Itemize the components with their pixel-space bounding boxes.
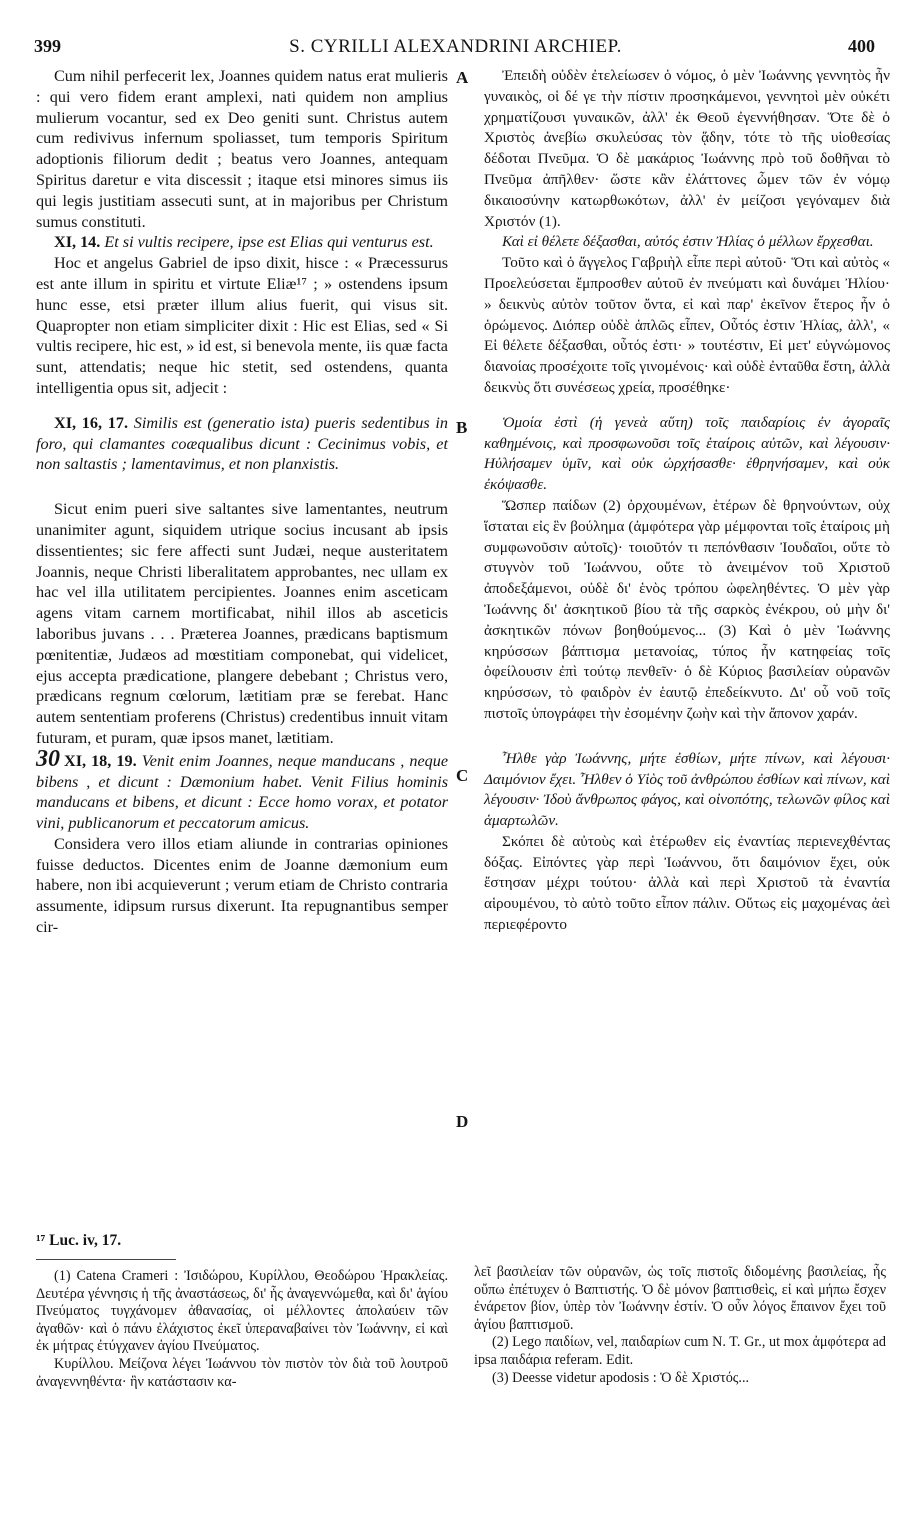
latin-verse-heading-1 — [36, 232, 448, 253]
greek-paragraph-2: Τοῦτο καὶ ὁ ἄγγελος Γαβριὴλ εἶπε περὶ αὐτοῦ· Ὅτι καὶ αὐτὸς « Προελεύσεται ἔμπροσθεν αὐτοῦ ἐν πνεύματι καὶ δυνάμει Ἠλίου· » δεικνὺς αὐτὸν τοῦτον ὄντα, εἰ καὶ παρ' ἐκεῖνον ἕτερος ἦν ὁ ὁρώμενος. Διόπερ οὐδὲ ἁπλῶς εἶπεν, Οὗτός ἐστιν Ἠλίας, ἀλλ', « Εἰ θέλετε δέξασθαι, οὗτός ἐστι· » τουτέστιν, Εἰ μετ' εὐγνώμονος διανοίας προσέχοιτε τοῖς γινομένοις· καὶ οὐδὲ ἐνταῦθα ἔστη, ἀλλὰ δεικνὺς ὅτι συνέσεως χρεία, προσέθηκε· — [484, 254, 890, 396]
verse-reference: XI, 18, 19. — [64, 751, 137, 770]
latin-column — [36, 66, 448, 938]
margin-letter-c: C — [456, 766, 469, 785]
verse-reference: XI, 16, 17. — [54, 413, 129, 432]
greek-column — [484, 66, 890, 936]
latin-paragraph-4: Considera vero illos etiam aliunde in contrarias opiniones fuisse deductos. Dicentes enim de Joanne dæmonium eum habere, non ibi acquieverunt ; verum etiam de Christo contraria assumente, idipsum rursus dixerunt. Ita repugnantibus semper cir- — [36, 834, 448, 937]
note-1-continuation: λεῖ βασιλείαν τῶν οὐρανῶν, ὡς τοῖς πιστοῖς διδομένης βασιλείας, ἧς οὔπω ἐπέτυχεν ὁ Βαπτιστής. Ὁ δὲ μόνον βαπτισθεὶς, εἰ καὶ μήπω ἔσχεν ἐνάρετον βίον, ὑπὲρ τὸν Ἰωάννην ἐστίν. Ὁ οὖν λόγος ἔπαινον ἔχει τοῦ ἁγίου βαπτισμοῦ. — [474, 1264, 886, 1333]
footnote-divider — [36, 1259, 176, 1260]
scripture-footnote: ¹⁷ Luc. iv, 17. — [36, 1232, 122, 1249]
greek-paragraph-3: Ὥσπερ παίδων (2) ὀρχουμένων, ἑτέρων δὲ θρηνούντων, οὐχ ἵσταται εἰς ἓν βούλημα (ἀμφότερα γὰρ μέμφονται τοῖς ἑταίροις μὴ συμφωνοῦσιν αὐτοῖς)· τοιοῦτόν τι πεπόνθασιν Ἰουδαῖοι, οὔτε τὸ στυγνὸν τοῦ Ἰωάννου, οὔτε τὸ ἀνειμένον τοῦ Χριστοῦ ἀποδεξάμενοι, οὐδὲ δι' ἑνὸς τρόπου ὠφεληθέντες. Ὁ μὲν γὰρ Ἰωάννης δι' ἀσκητικοῦ βίου τὰ τῆς σαρκὸς ἐνέκρου, οὐ μὴν δι' ἀσκητικῶν πόνων βοηθούμενος... (3) Καὶ ὁ μὲν Ἰωάννης κηρύσσων βάπτισμα μετανοίας, τύπος ἦν κατηφείας τοῖς ὀφείλουσιν ἐπὶ τούτῳ πενθεῖν· ὁ δὲ Κύριος βασιλείαν οὐρανῶν κηρύσσων, τὸ φαιδρὸν ἐν ἑαυτῷ ἐπεδείκνυτο. Δι' οὗ νοῦ τοῖς πιστοῖς ὑπογράφει τὴν ἐσομένην ζωὴν καὶ τὴν ἄπονον χαράν. — [484, 496, 890, 722]
verse-reference: XI, 14. — [54, 233, 101, 252]
note-3: (3) Deesse videtur apodosis : Ὁ δὲ Χριστός... — [492, 1369, 750, 1386]
note-2: (2) Lego παιδίων, vel, παιδαρίων cum N. T. Gr., ut mox ἀμφότερα ad ipsa παιδάρια referam. Edit. — [474, 1334, 886, 1368]
notes-right-column — [474, 1264, 886, 1387]
running-title: S. CYRILLI ALEXANDRINI ARCHIEP. — [289, 36, 622, 57]
greek-paragraph-1: Ἐπειδὴ οὐδὲν ἐτελείωσεν ὁ νόμος, ὁ μὲν Ἰωάννης γεννητὸς ἦν γυναικὸς, οἱ δέ γε τὴν πίστιν προσηκάμενοι, γεννητοὶ μὲν οὐκέτι χρηματίζουσι γυναικῶν, ἀλλ' ἐκ Θεοῦ ἐγεννήθησαν. Ὅτε δὲ ὁ Χριστὸς ἀνεβίω σκυλεύσας τὸν ᾅδην, τότε τὸ τῆς υἱοθεσίας δέδοται Πνεῦμα. Ὁ δὲ μακάριος Ἰωάννης πρὸ τοῦ δοθῆναι τὸ Πνεῦμα ἀπῆλθεν· ὥστε κἂν ἐλάττονες ὦμεν τῶν ἐν νόμῳ δικαιοσύνην κατωρθωκότων, ἀλλ' ἐν μείζοσι γεγόναμεν διὰ Χριστόν (1). — [484, 67, 890, 230]
margin-letter-a: A — [456, 68, 469, 87]
section-number: 30 — [36, 745, 60, 772]
verse-text: Similis est (generatio ista) pueris sedentibus in foro, qui clamantes coæqualibus dicunt : Cecinimus vobis, et non saltastis ; lamentavimus, et non planxistis. — [36, 413, 448, 474]
running-header — [0, 36, 911, 62]
latin-paragraph-2: Hoc et angelus Gabriel de ipso dixit, hisce : « Præcessurus est ante illum in spiritu et virtute Eliæ¹⁷ ; » ostendens ipsum hunc esse, etsi præter illum alius fuerit, qui visus sit. Quapropter non etiam simpliciter dixit : Hic est Elias, sed « Si vultis recipere, hic est, » id est, si benevola mente, iis quæ facta sunt, attendatis; neque hic stetit, sed ostendens, quanta intelligentia opus sit, adjecit : — [36, 254, 448, 397]
page-number-right: 400 — [848, 36, 875, 56]
latin-paragraph-3: Sicut enim pueri sive saltantes sive lamentantes, neutrum unanimiter agunt, siquidem utrique socius incusant ab ipsis dissentientes; sic fere affecti sunt Judæi, neque austeritatem Joannis, neque Christi liberalitatem approbantes, nec ullam ex hac vel illa utilitatem percipientes. Joannes enim asceticam agens vitam carnem mortificabat, nihil illos ab asceticis laboribus juvans . . . Præterea Joannes, prædicans baptismum pœnitentiæ, Judæos ad mœstitiam componebat, qui videlicet, ejus accepta prædicatione, plangere debebant ; Christus vero, prædicans regnum cœlorum, lætitiam præ se ferebat. Hanc autem sententiam proferens (Christus) credentibus innuit vitam futuram, et puram, quæ ipsos manet, lætitiam. — [36, 500, 448, 747]
margin-letter-b: B — [456, 418, 468, 437]
notes-left-column — [36, 1268, 448, 1391]
greek-verse-heading-3: Ἦλθε γὰρ Ἰωάννης, μήτε ἐσθίων, μήτε πίνων, καὶ λέγουσι· Δαιμόνιον ἔχει. Ἦλθεν ὁ Υἱὸς τοῦ ἀνθρώπου ἐσθίων καὶ πίνων, καὶ λέγουσιν· Ἰδοὺ ἄνθρωπος φάγος, καὶ οἰνοπότης, τελωνῶν φίλος καὶ ἁμαρτωλῶν. — [484, 749, 890, 830]
verse-text: Et si vultis recipere, ipse est Elias qui venturus est. — [104, 233, 434, 252]
greek-verse-heading-2: Ὁμοία ἐστὶ (ἡ γενεὰ αὕτη) τοῖς παιδαρίοις ἐν ἀγοραῖς καθημένοις, καὶ προσφωνοῦσι τοῖς ἑταίροις αὐτῶν, καὶ λέγουσιν· Ηὐλήσαμεν ὑμῖν, καὶ οὐκ ὠρχήσασθε· ἐθρηνήσαμεν, καὶ οὐκ ἐκόψασθε. — [484, 413, 890, 494]
margin-letter-d: D — [456, 1112, 469, 1131]
latin-verse-heading-2 — [36, 413, 448, 475]
verse-text: Venit enim Joannes, neque manducans , neque bibens , et dicunt : Dæmonium habet. Venit Filius hominis manducans et bibens, et dicunt : Ecce homo vorax, et potator vini, publicanorum et peccatorum amicus. — [36, 751, 449, 833]
note-1: (1) Catena Crameri : Ἰσιδώρου, Κυρίλλου, Θεοδώρου Ἡρακλείας. Δευτέρα γέννησις ἡ τῆς ἀναστάσεως, δι' ἧς ἀναγεννώμεθα, καὶ δι' ἁγίου Πνεύματος τυγχάνομεν ἀθανασίας, οἱ μέλλοντες ἀπολαύειν τῶν ἀγαθῶν· καὶ ὁ πάνυ ἐλάχιστος ἐκεῖ ὑπεραναβαίνει τὸν Ἰωάννην, εἰ καὶ ἐκ μήτρας ἐτύγχανεν ἁγίου Πνεύματος. — [36, 1268, 448, 1355]
latin-verse-heading-3 — [36, 745, 449, 834]
greek-verse-heading-1: Καὶ εἰ θέλετε δέξασθαι, αὐτός ἐστιν Ἠλίας ὁ μέλλων ἔρχεσθαι. — [502, 233, 874, 251]
greek-paragraph-4: Σκόπει δὲ αὐτοὺς καὶ ἑτέρωθεν εἰς ἐναντίας περιενεχθέντας δόξας. Εἰπόντες γὰρ περὶ Ἰωάννου, ὅτι δαιμόνιον ἔχει, οὐκ ἔστησαν μέχρι τούτου· ἀλλὰ καὶ περὶ Χριστοῦ τὰ ἐναντία αἱρουμένου, τὸ αὐτὸ τοῦτο εἶπον πάλιν. Οὕτως εἰς μαχομένας ἀεὶ περιεφέροντο — [484, 832, 890, 934]
latin-paragraph-1: Cum nihil perfecerit lex, Joannes quidem natus erat mulieris : qui vero fidem erant amplexi, nati quidem non amplius mulierum vocantur, sed ex Deo geniti sunt. Christus autem cum redivivus infernum spoliasset, tum temporis Spiritum adoptionis filiorum dedit ; beatus vero Joannes, antequam Spiritus daretur e vita discessit ; itaque etsi minores simus iis qui legis justitiam assecuti sunt, at in majoribus per Christum sumus constituti. — [36, 67, 448, 231]
page-number-left: 399 — [34, 36, 61, 56]
note-1-continued: Κυρίλλου. Μείζονα λέγει Ἰωάννου τὸν πιστὸν τὸν διὰ τοῦ λουτροῦ ἀναγεννηθέντα· ἣν κατάστασιν κα- — [36, 1355, 448, 1390]
